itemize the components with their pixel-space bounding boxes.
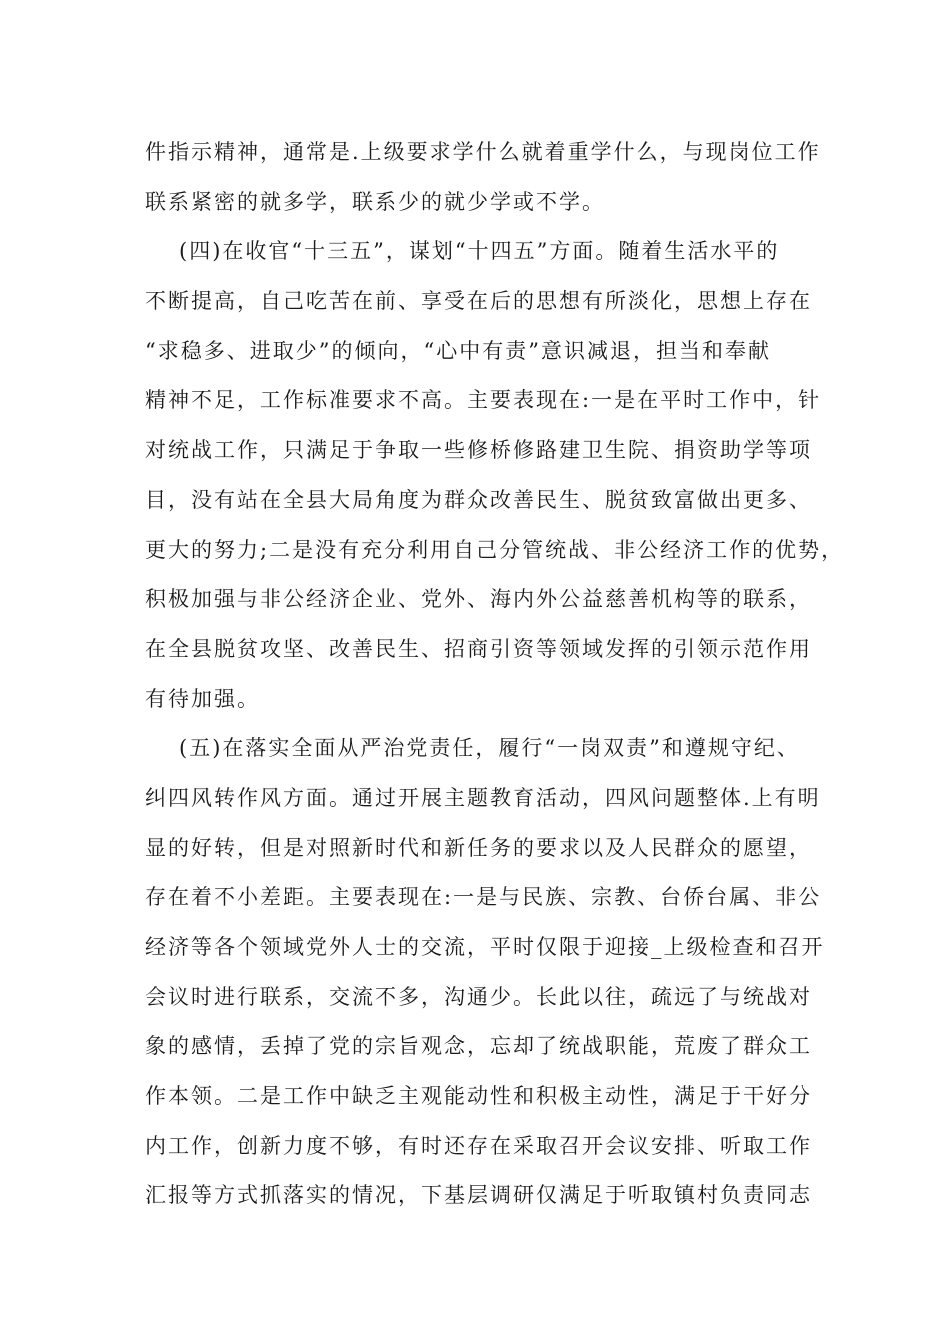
text-line: 联系紧密的就多学，联系少的就少学或不学。: [145, 189, 605, 214]
text-line: 会议时进行联系，交流不多，沟通少。长此以往，疏远了与统战对: [145, 984, 812, 1009]
text-line: 有待加强。: [145, 686, 260, 711]
text-line: 件指示精神，通常是.上级要求学什么就着重学什么，与现岗位工作: [145, 140, 821, 164]
text-line: 积极加强与非公经济企业、党外、海内外公益慈善机构等的联系，: [145, 587, 812, 612]
text-line: 不断提高，自己吃苦在前、享受在后的思想有所淡化，思想上存在: [145, 289, 812, 314]
text-line: 作本领。二是工作中缺乏主观能动性和积极主动性，满足于干好分: [145, 1084, 812, 1109]
text-line: “求稳多、进取少”的倾向，“心中有责”意识减退，担当和奉献: [145, 338, 771, 363]
section-heading-line: (四)在收官“十三五”，谋划“十四五”方面。随着生活水平的: [179, 239, 780, 264]
text-line: 对统战工作，只满足于争取一些修桥修路建卫生院、捐资助学等项: [145, 438, 812, 463]
body-text: [145, 128, 845, 1221]
text-line: 象的感情，丢掉了党的宗旨观念，忘却了统战职能，荒废了群众工: [145, 1034, 812, 1059]
text-line: 目，没有站在全县大局角度为群众改善民生、脱贫致富做出更多、: [145, 487, 812, 512]
text-line: 内工作，创新力度不够，有时还存在采取召开会议安排、听取工作: [145, 1133, 812, 1158]
section-heading-line: (五)在落实全面从严治党责任，履行“一岗双责”和遵规守纪、: [179, 736, 800, 761]
text-line: 在全县脱贫攻坚、改善民生、招商引资等领域发挥的引领示范作用: [145, 636, 812, 661]
text-line: 显的好转，但是对照新时代和新任务的要求以及人民群众的愿望，: [145, 835, 812, 860]
text-line: 更大的努力;二是没有充分利用自己分管统战、非公经济工作的优势，: [145, 537, 845, 562]
text-line: 存在着不小差距。主要表现在:一是与民族、宗教、台侨台属、非公: [145, 885, 822, 910]
text-line: 纠四风转作风方面。通过开展主题教育活动，四风问题整体.上有明: [145, 785, 821, 810]
text-line: 汇报等方式抓落实的情况，下基层调研仅满足于听取镇村负责同志: [145, 1183, 812, 1208]
text-line: 经济等各个领域党外人士的交流，平时仅限于迎接_上级检查和召开: [145, 935, 825, 959]
text-line: 精神不足，工作标准要求不高。主要表现在:一是在平时工作中，针: [145, 388, 822, 413]
